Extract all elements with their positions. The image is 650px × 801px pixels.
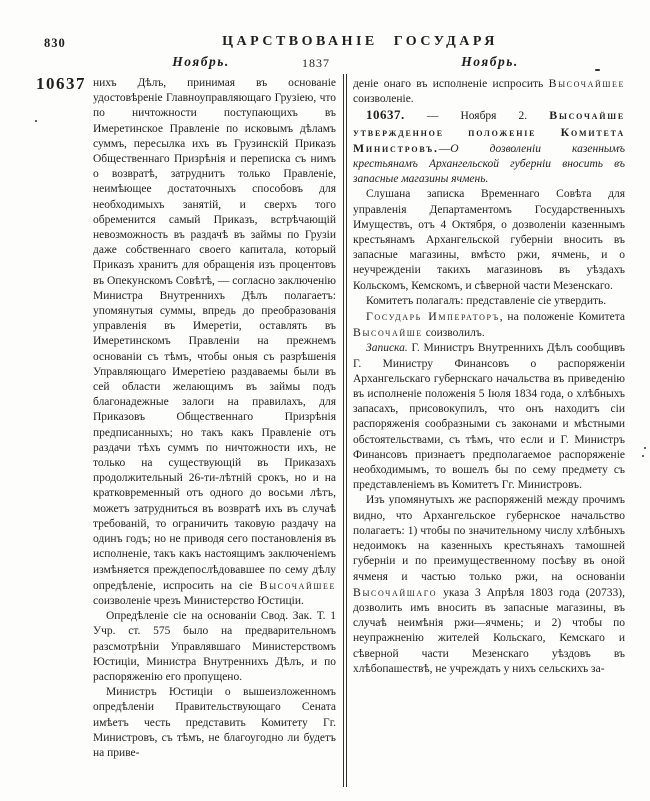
text-segment: — bbox=[438, 142, 451, 155]
text-segment: соизволеніе. bbox=[353, 93, 414, 106]
text-segment: Слушана записка Временнаго Совѣта для управленія Департаментомъ Государственныхъ Имуществъ, отъ 4 Октября, о дозволеніи казеннымъ крестьянамъ Архангельской губерніи вносить въ запасные магазины, вмѣсто ржи, ячмень, и о неучрежденіи такихъ магазиновъ въ уѣздахъ Кольскомъ, Кемскомъ, и сѣверной части Мезенскаго. bbox=[353, 188, 625, 292]
text-segment: , на положеніе Комитета bbox=[499, 311, 625, 324]
paragraph bbox=[353, 341, 625, 493]
text-segment: Опредѣленіе сіе на основаніи Свод. Зак. Т. 1 Учр. ст. 575 было на предварительномъ разсмотрѣніи Управлявшаго Министерствомъ Юстиціи, Министра Внутреннихъ Дѣлъ, и по распоряженію его пропущено. bbox=[93, 610, 336, 683]
column-divider-rule bbox=[343, 74, 347, 787]
text-segment: Высочайшее bbox=[548, 76, 625, 90]
text-segment: О дозволеніи казеннымъ крестьянамъ Архангельской губерніи вносить въ запасные магазины ячмень. bbox=[353, 142, 625, 186]
paragraph bbox=[353, 76, 625, 107]
scan-speck bbox=[642, 455, 644, 457]
paragraph bbox=[93, 685, 336, 761]
paragraph bbox=[353, 493, 625, 676]
scan-speck bbox=[595, 69, 600, 71]
paragraph bbox=[93, 76, 336, 609]
month-label-left: Ноябрь. bbox=[172, 54, 230, 69]
text-segment: 10637. bbox=[366, 107, 405, 123]
text-segment: Высочайшаго bbox=[353, 584, 438, 599]
text-segment: Записка. bbox=[366, 342, 408, 355]
text-segment: Государь Императоръ bbox=[366, 309, 500, 324]
paragraph bbox=[353, 309, 625, 341]
text-segment: указа 3 Апрѣля 1803 года (20733), дозволить имъ вносить въ запасные магазины, въ случаѣ неимѣнія ржи—ячмень; и 2) чтобы по неупражненію жителей Кольскаго, Кемскаго и сѣверной части Мезенскаго уѣздовъ въ хлѣбопашествѣ, не учреждать у нихъ сельскихъ за- bbox=[353, 586, 625, 675]
text-column-right bbox=[353, 76, 625, 677]
paragraph bbox=[93, 609, 336, 685]
text-segment: соизволеніе чрезъ Министерство Юстиціи. bbox=[93, 594, 304, 607]
paragraph bbox=[353, 107, 625, 187]
text-segment: Высочайшее bbox=[259, 577, 336, 592]
page-number: 830 bbox=[44, 36, 66, 50]
year-label: 1837 bbox=[302, 56, 330, 70]
text-segment: деніе онаго въ исполненіе испросить bbox=[353, 78, 549, 90]
text-segment: соизволилъ. bbox=[422, 327, 485, 340]
month-label-right: Ноябрь. bbox=[461, 54, 519, 69]
text-segment: Комитетъ полагалъ: представленіе сіе утвердить. bbox=[366, 294, 607, 307]
text-segment: — Ноября 2. bbox=[404, 110, 550, 123]
running-header bbox=[0, 54, 650, 72]
paragraph bbox=[353, 294, 625, 309]
scan-speck bbox=[35, 120, 37, 122]
text-column-left bbox=[93, 76, 336, 761]
scan-speck bbox=[644, 447, 646, 449]
act-number-margin: 10637 bbox=[36, 74, 86, 93]
text-segment: Изъ упомянутыхъ же распоряженій между прочимъ видно, что Архангельское губернское начальство полагаетъ: 1) чтобы по значительному числу хлѣбныхъ недоимокъ на казенныхъ крестьянахъ тамошней губерніи и по преимущественному посѣву въ оной ячменя и частью только ржи, на основаніи bbox=[353, 494, 625, 583]
text-segment: Высочайше bbox=[353, 325, 423, 340]
text-segment: Министръ Юстиціи о вышеизложенномъ опредѣленіи Правительствующаго Сената имѣетъ честь представить Комитету Гг. Министровъ, съ тѣмъ, не благоугодно ли будетъ на приве- bbox=[93, 686, 336, 759]
page-title: ЦАРСТВОВАНІЕ ГОСУДАРЯ bbox=[222, 34, 498, 49]
text-segment: нихъ Дѣлъ, принимая въ основаніе удостовѣреніе Главноуправляющаго Грузіею, что по ничтожности поступающихъ въ Имеретинское Правленіе по исковымъ дѣламъ суммъ, пересылка ихъ въ Грузинскій Приказъ Общественнаго Призрѣнія и переписка съ нимъ о возвратѣ, затруднитъ только Правленіе, неимѣющее достаточныхъ способовъ для необходимыхъ занятій, и сверхъ того обременится самый Приказъ, встрѣчающій невозможность въ раздачѣ въ займы по Грузіи даже собственнаго своего капитала, который Приказъ хранитъ для обращенія изъ процентовъ въ Опекунскомъ Совѣтѣ, — согласно заключенію Министра Внутреннихъ Дѣлъ полагаетъ: упомянутыя суммы, впредь до преобразованія управленія въ Имеретіи, оставлять въ Имеретинскомъ Правленіи на прежнемъ основаніи съ тѣмъ, чтобы оныя съ разрѣшенія Управляющаго Имеретіею раздаваемы были въ сей области желающимъ въ займы подъ благонадежные залоги на правилахъ, для Приказовъ Общественнаго Призрѣнія предписанныхъ; но такъ какъ Правленіе отъ раздачи тѣхъ суммъ по ничтожности ихъ, не только на существующій въ Приказахъ продолжительный 26-ти-лѣтній срокъ, но и на кратковременный отъ одного до восьми лѣтъ, можетъ затрудниться въ возвратѣ ихъ въ случаѣ требованій, то ограничить таковую раздачу на одинъ годъ; но не приводя сего постановленія въ исполненіе, такъ какъ настоящимъ заключеніемъ измѣняется преждепослѣдовавшее по сему дѣлу опредѣленіе, испросить на сіе bbox=[93, 77, 336, 592]
text-segment: Высочайше утвержденное положеніе Комитета Министровъ. bbox=[353, 108, 625, 155]
text-segment: Г. Министръ Внутреннихъ Дѣлъ сообщивъ Г. Министру Финансовъ о распоряженіи Архангельскаго губернскаго начальства въ приведенію въ исполненіе положенія 5 Іюля 1834 года, о хлѣбныхъ запасахъ, присовокупилъ, что онъ находитъ сіи распоряженія сообразными съ законами и мѣстными обстоятельствами, съ тѣмъ, что если и Г. Министръ Финансовъ признаетъ предполагаемое распоряженіе необходимымъ, то вошелъ бы по сему предмету съ представленіемъ въ Комитетъ Гг. Министровъ. bbox=[353, 342, 625, 492]
paragraph bbox=[353, 187, 625, 293]
